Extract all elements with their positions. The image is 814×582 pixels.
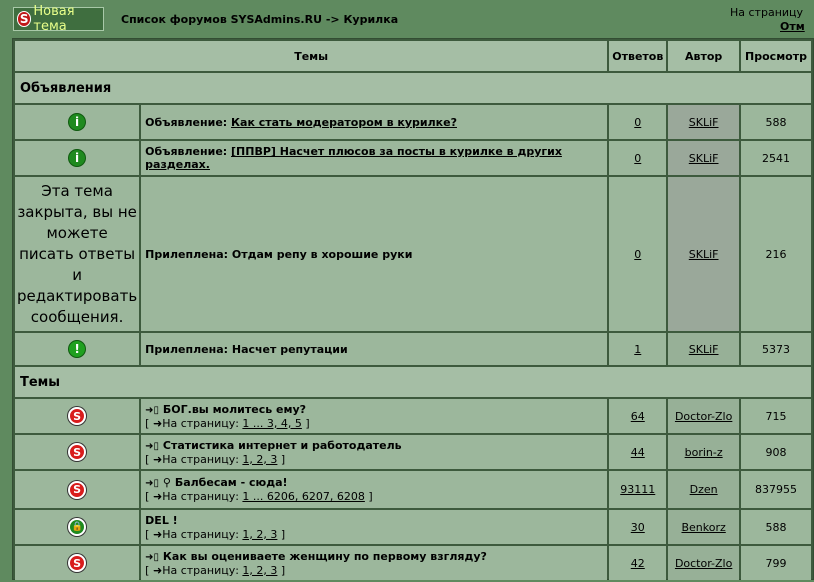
top-bar: [0, 0, 805, 38]
author-link[interactable]: SKLiF: [688, 247, 719, 261]
page-links[interactable]: 1 ... 3, 4, 5: [242, 416, 302, 430]
s-topic-icon: S: [68, 554, 86, 572]
new-topic-label: Новая тема: [33, 4, 75, 34]
topic-pages: [ ➜На страницу: 1 ... 3, 4, 5 ]: [145, 416, 310, 430]
goto-icon: ➜: [152, 563, 163, 577]
table-row: [15, 510, 811, 544]
locked-topic-notice: Эта тема закрыта, вы не можете писать ответы и редактировать сообщения.: [17, 181, 138, 326]
table-row: [15, 399, 811, 433]
topic-table-wrapper: [12, 38, 814, 580]
replies-link[interactable]: 42: [630, 556, 645, 570]
replies-link[interactable]: 0: [634, 115, 642, 129]
s-topic-icon: S: [68, 407, 86, 425]
col-header-views: Просмотр: [741, 41, 811, 71]
replies-link[interactable]: 0: [634, 247, 642, 261]
topic-link[interactable]: DEL !: [145, 513, 178, 527]
attachment-icon: ⚲: [162, 476, 171, 489]
views-count: 2541: [741, 141, 811, 175]
exclamation-icon: !: [68, 340, 86, 358]
replies-link[interactable]: 30: [630, 520, 645, 534]
views-count: 588: [741, 105, 811, 139]
table-row: [15, 435, 811, 469]
page-info: На страницу: [730, 6, 804, 19]
page-links[interactable]: 1, 2, 3: [242, 452, 278, 466]
page-links[interactable]: 1 ... 6206, 6207, 6208: [242, 490, 365, 503]
views-count: 908: [741, 435, 811, 469]
lock-icon: 🔒: [68, 518, 86, 536]
category-announcements: Объявления: [15, 73, 811, 103]
table-row: [15, 333, 811, 365]
topic-prefix: Прилеплена:: [145, 342, 229, 356]
author-link[interactable]: borin-z: [684, 445, 723, 459]
topic-link[interactable]: Отдам репу в хорошие руки: [231, 247, 413, 261]
views-count: 837955: [741, 471, 811, 508]
goto-icon: ➜: [152, 416, 163, 430]
topic-pages: [ ➜На страницу: 1, 2, 3 ]: [145, 563, 286, 577]
topic-link[interactable]: Насчет репутации: [231, 342, 348, 356]
s-logo-icon: S: [17, 11, 31, 27]
topic-link[interactable]: [ППВР] Насчет плюсов за посты в курилке в других разделах.: [145, 145, 562, 171]
page-links[interactable]: 1, 2, 3: [242, 563, 278, 577]
topic-prefix: Объявление:: [145, 145, 228, 158]
topic-link[interactable]: БОГ.вы молитесь ему?: [162, 402, 307, 416]
topic-pages: [ ➜На страницу: 1 ... 6206, 6207, 6208 ]: [145, 490, 373, 503]
col-header-topics: Темы: [15, 41, 607, 71]
topic-link[interactable]: Как стать модератором в курилке?: [231, 115, 457, 129]
author-link[interactable]: Benkorz: [681, 520, 726, 534]
author-link[interactable]: SKLiF: [688, 151, 719, 165]
topic-link[interactable]: Как вы оцениваете женщину по первому взгляду?: [162, 549, 487, 563]
new-post-icon[interactable]: ➜▯: [145, 404, 160, 416]
goto-icon: ➜: [152, 527, 163, 541]
new-topic-button[interactable]: [13, 4, 104, 34]
topic-link[interactable]: Балбесам - сюда!: [174, 476, 288, 489]
author-link[interactable]: Doctor-Zlo: [674, 409, 733, 423]
replies-link[interactable]: 1: [634, 342, 642, 356]
views-count: 715: [741, 399, 811, 433]
new-post-icon[interactable]: ➜▯: [145, 551, 160, 563]
table-row: [15, 105, 811, 139]
views-count: 799: [741, 546, 811, 580]
author-link[interactable]: SKLiF: [688, 115, 719, 129]
new-post-icon[interactable]: ➜▯: [145, 478, 160, 489]
s-topic-icon: S: [68, 481, 86, 499]
goto-icon: ➜: [152, 490, 163, 503]
new-post-icon[interactable]: ➜▯: [145, 440, 160, 452]
author-link[interactable]: SKLiF: [688, 342, 719, 356]
table-row: [15, 177, 811, 331]
goto-icon: ➜: [152, 452, 163, 466]
category-topics: Темы: [15, 367, 811, 397]
info-icon: i: [68, 149, 86, 167]
replies-link[interactable]: 93111: [620, 483, 656, 496]
topic-table: [13, 39, 813, 582]
table-row: [15, 141, 811, 175]
topic-link[interactable]: Статистика интернет и работодатель: [162, 438, 402, 452]
views-count: 588: [741, 510, 811, 544]
topic-prefix: Прилеплена:: [145, 247, 229, 261]
author-link[interactable]: Dzen: [689, 483, 718, 496]
topic-pages: [ ➜На страницу: 1, 2, 3 ]: [145, 452, 286, 466]
info-icon: i: [68, 113, 86, 131]
page-links[interactable]: 1, 2, 3: [242, 527, 278, 541]
mark-read-link[interactable]: Отм: [780, 20, 805, 33]
author-link[interactable]: Doctor-Zlo: [674, 556, 733, 570]
table-row: [15, 546, 811, 580]
topic-prefix: Объявление:: [145, 115, 228, 129]
col-header-replies: Ответов: [609, 41, 666, 71]
replies-link[interactable]: 44: [630, 445, 645, 459]
table-row: [15, 471, 811, 508]
views-count: 5373: [741, 333, 811, 365]
s-topic-icon: S: [68, 443, 86, 461]
views-count: 216: [741, 177, 811, 331]
breadcrumb[interactable]: Список форумов SYSAdmins.RU -> Курилка: [121, 13, 399, 26]
replies-link[interactable]: 64: [630, 409, 645, 423]
col-header-author: Автор: [668, 41, 739, 71]
topic-pages: [ ➜На страницу: 1, 2, 3 ]: [145, 527, 286, 541]
replies-link[interactable]: 0: [634, 151, 642, 165]
